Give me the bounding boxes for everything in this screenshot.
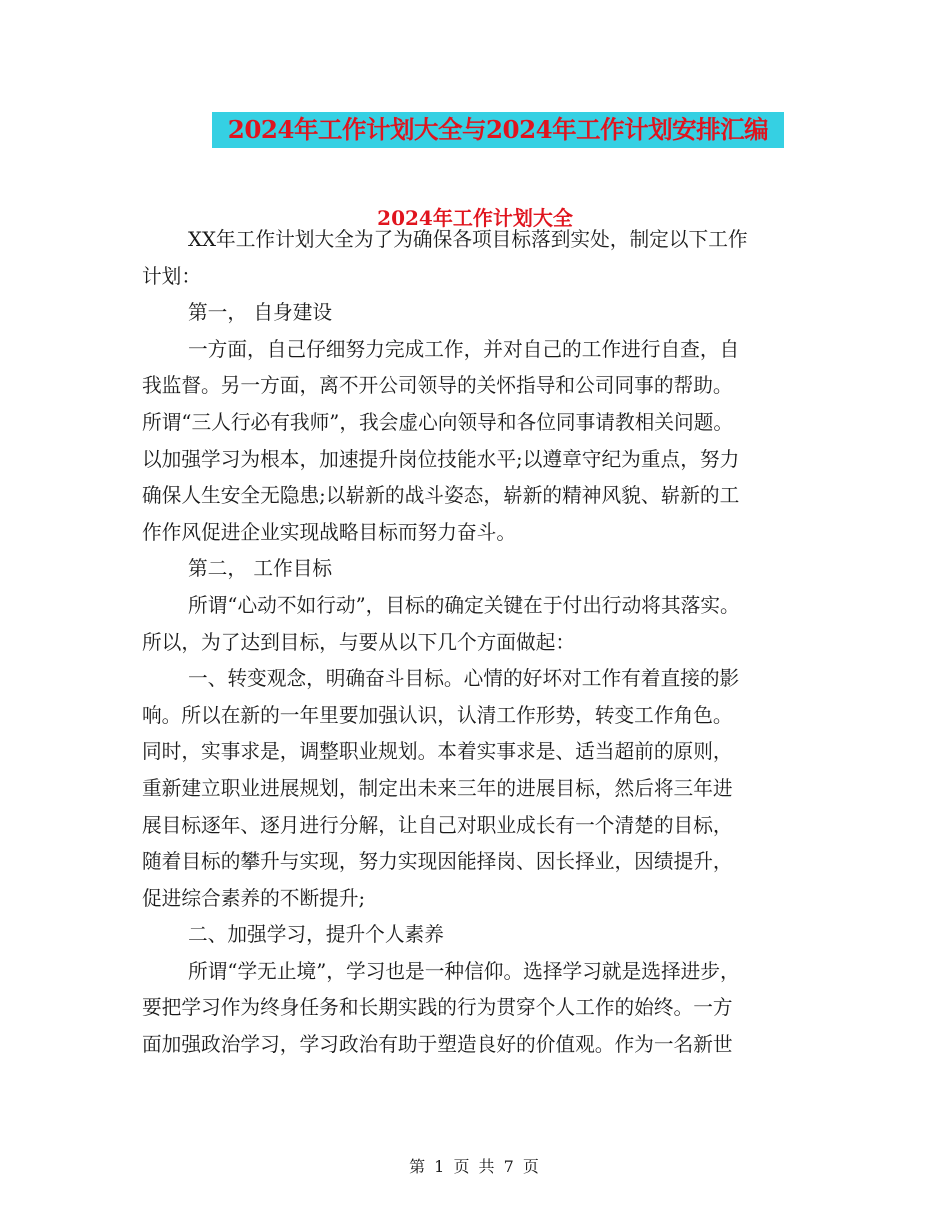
body-line: 促进综合素养的不断提升; bbox=[142, 886, 366, 910]
body-line: XX年工作计划大全为了为确保各项目标落到实处，制定以下工作 bbox=[188, 228, 748, 251]
body-line: 以加强学习为根本，加速提升岗位技能水平;以遵章守纪为重点，努力 bbox=[142, 447, 740, 471]
body-line: 计划： bbox=[142, 264, 202, 288]
page-number-footer: 第 1 页 共 7 页 bbox=[409, 1157, 541, 1176]
body-line: 面加强政治学习，学习政治有助于塑造良好的价值观。作为一名新世 bbox=[142, 1033, 733, 1057]
document-body bbox=[142, 222, 804, 1064]
body-line: 要把学习作为终身任务和长期实践的行为贯穿个人工作的始终。一方 bbox=[142, 996, 733, 1020]
body-line: 二、加强学习，提升个人素养 bbox=[188, 923, 444, 947]
section-title: 2024年工作计划大全 bbox=[377, 206, 573, 230]
body-line: 重新建立职业进展规划，制定出未来三年的进展目标，然后将三年进 bbox=[142, 776, 733, 800]
body-line: 所谓“学无止境”，学习也是一种信仰。选择学习就是选择进步， bbox=[188, 959, 740, 983]
body-line: 作作风促进企业实现战略目标而努力奋斗。 bbox=[142, 520, 517, 544]
body-line: 一、转变观念，明确奋斗目标。心情的好坏对工作有着直接的影 bbox=[188, 667, 740, 691]
body-line: 展目标逐年、逐月进行分解，让自己对职业成长有一个清楚的目标， bbox=[142, 813, 733, 837]
body-line: 随着目标的攀升与实现，努力实现因能择岗、因长择业，因绩提升， bbox=[142, 850, 733, 874]
body-line: 所以，为了达到目标，与要从以下几个方面做起： bbox=[142, 630, 576, 654]
body-line: 所谓“三人行必有我师”，我会虚心向领导和各位同事请教相关问题。 bbox=[142, 410, 734, 434]
body-line: 我监督。另一方面，离不开公司领导的关怀指导和公司同事的帮助。 bbox=[142, 374, 733, 398]
document-title: 2024年工作计划大全与2024年工作计划安排汇编 bbox=[212, 112, 784, 148]
body-line: 第二， 工作目标 bbox=[188, 557, 333, 581]
body-line: 同时，实事求是，调整职业规划。本着实事求是、适当超前的原则， bbox=[142, 740, 733, 764]
body-line: 一方面，自己仔细努力完成工作，并对自己的工作进行自查，自 bbox=[188, 337, 740, 361]
body-line: 所谓“心动不如行动”，目标的确定关键在于付出行动将其落实。 bbox=[188, 593, 740, 617]
body-line: 确保人生安全无隐患;以崭新的战斗姿态，崭新的精神风貌、崭新的工 bbox=[142, 484, 740, 508]
body-line: 第一， 自身建设 bbox=[188, 301, 333, 325]
body-line: 响。所以在新的一年里要加强认识，认清工作形势，转变工作角色。 bbox=[142, 703, 733, 727]
